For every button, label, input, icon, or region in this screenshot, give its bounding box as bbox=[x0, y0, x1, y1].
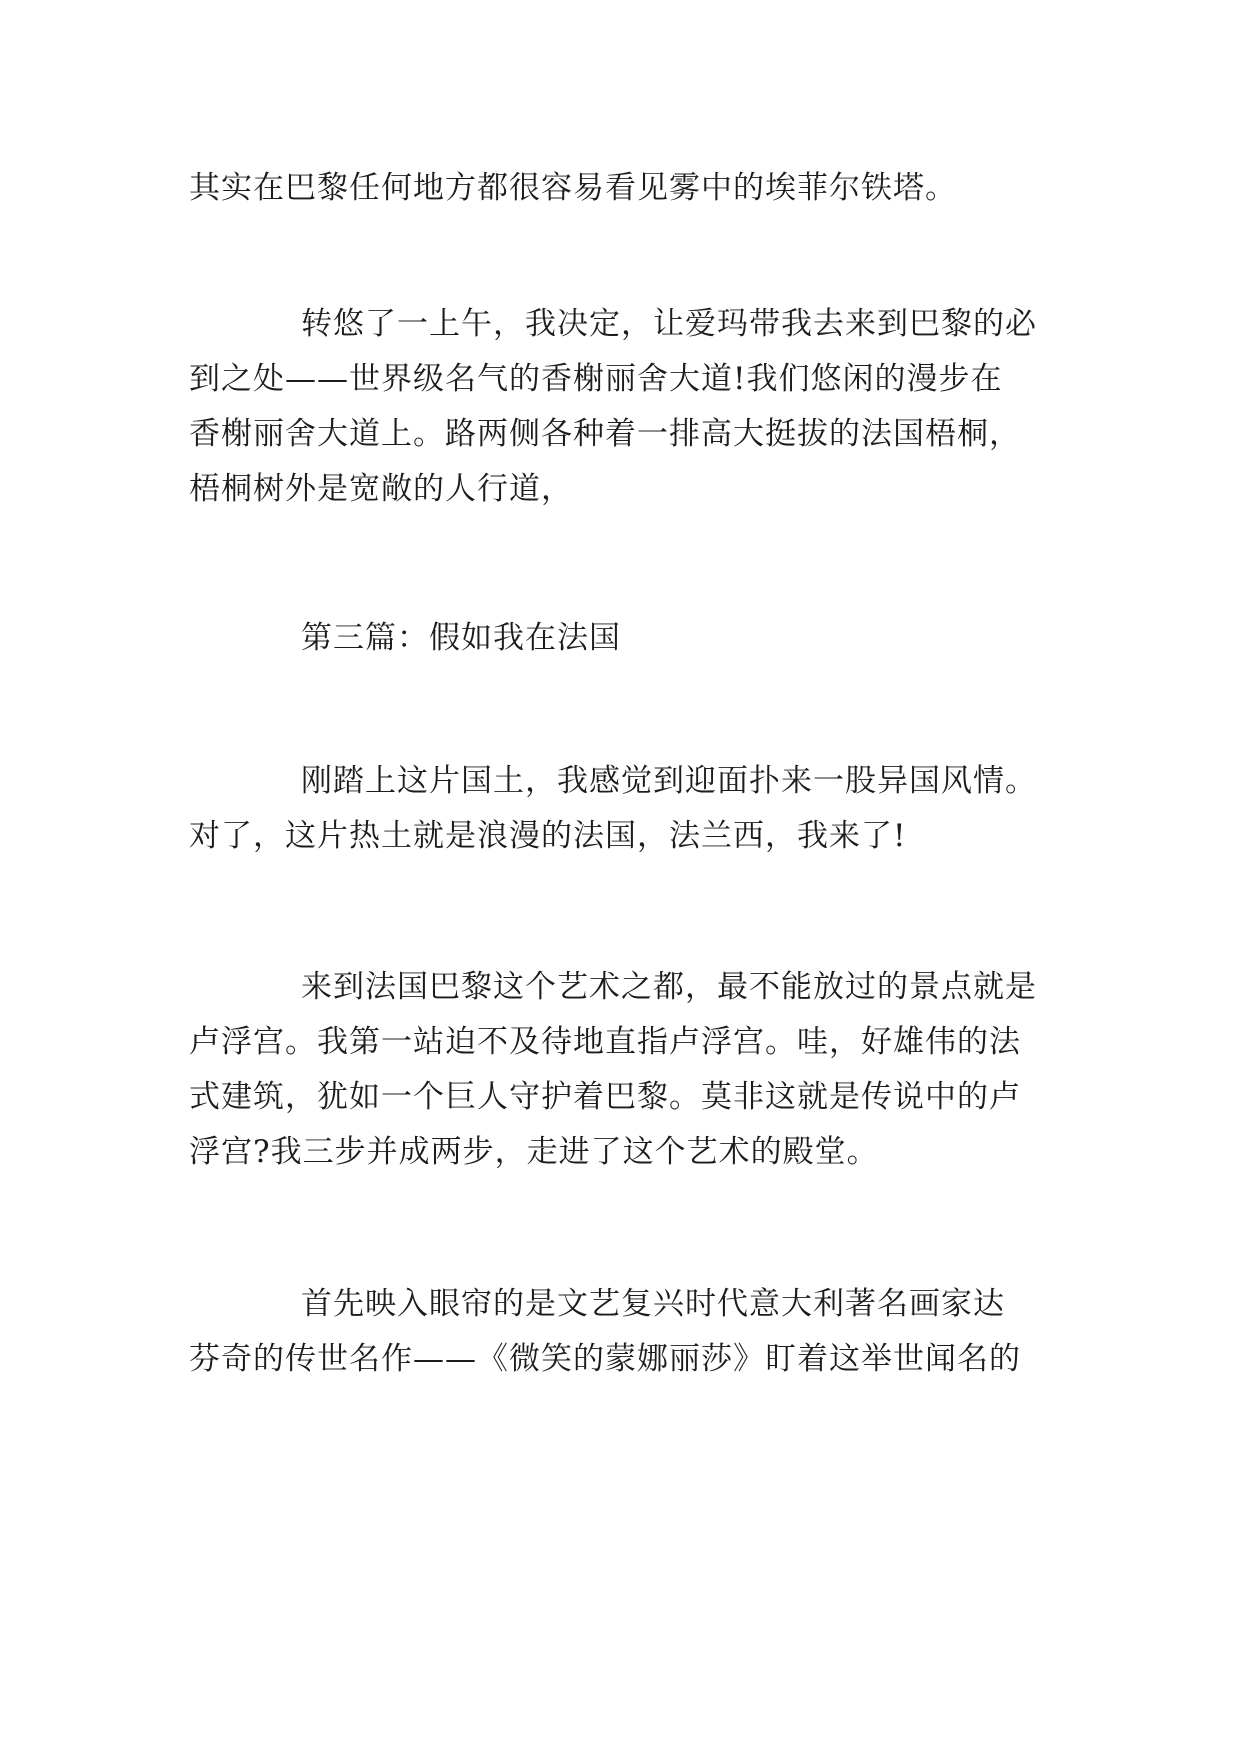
text-line: 卢浮宫。我第一站迫不及待地直指卢浮宫。哇，好雄伟的法 bbox=[189, 1024, 1021, 1060]
text-line: 香榭丽舍大道上。路两侧各种着一排高大挺拔的法国梧桐， bbox=[189, 416, 1021, 452]
text-line: 来到法国巴黎这个艺术之都，最不能放过的景点就是 bbox=[301, 969, 1037, 1005]
text-line: 转悠了一上午，我决定，让爱玛带我去来到巴黎的必 bbox=[301, 306, 1037, 342]
text-line: 浮宫?我三步并成两步，走进了这个艺术的殿堂。 bbox=[189, 1134, 879, 1170]
text-line: 式建筑，犹如一个巨人守护着巴黎。莫非这就是传说中的卢 bbox=[189, 1079, 1021, 1115]
text-line: 对了，这片热土就是浪漫的法国，法兰西，我来了! bbox=[189, 818, 907, 854]
text-line: 梧桐树外是宽敞的人行道， bbox=[189, 471, 573, 507]
text-line: 到之处——世界级名气的香榭丽舍大道!我们悠闲的漫步在 bbox=[189, 361, 1003, 397]
text-line: 其实在巴黎任何地方都很容易看见雾中的埃菲尔铁塔。 bbox=[189, 170, 957, 206]
text-line: 芬奇的传世名作——《微笑的蒙娜丽莎》盯着这举世闻名的 bbox=[189, 1341, 1021, 1377]
text-line: 首先映入眼帘的是文艺复兴时代意大利著名画家达 bbox=[301, 1286, 1005, 1322]
section-heading: 第三篇：假如我在法国 bbox=[301, 620, 621, 656]
text-line: 刚踏上这片国土，我感觉到迎面扑来一股异国风情。 bbox=[301, 763, 1037, 799]
